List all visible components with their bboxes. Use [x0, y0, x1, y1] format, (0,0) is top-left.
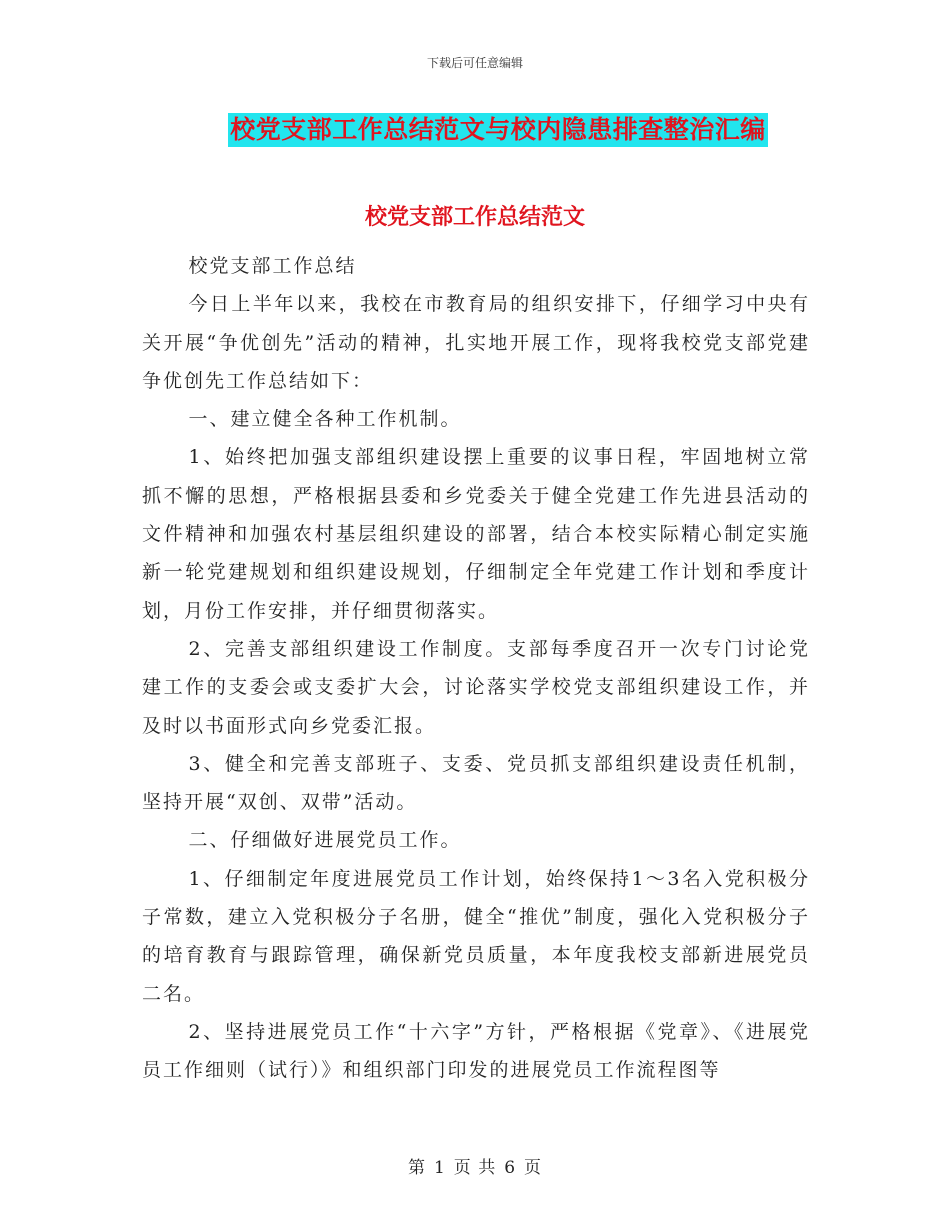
paragraph: 3、健全和完善支部班子、支委、党员抓支部组织建设责任机制，坚持开展“双创、双带”活动。 — [142, 752, 810, 814]
footer-middle: 页 共 — [453, 1158, 497, 1178]
paragraph: 2、完善支部组织建设工作制度。支部每季度召开一次专门讨论党建工作的支委会或支委扩大会，讨论落实学校党支部组织建设工作，并及时以书面形式向乡党委汇报。 — [142, 637, 810, 737]
main-title: 校党支部工作总结范文与校内隐患排查整治汇编 — [228, 113, 768, 147]
body-text — [142, 247, 810, 1090]
paragraph: 校党支部工作总结 — [188, 255, 357, 277]
paragraph: 一、建立健全各种工作机制。 — [188, 408, 462, 431]
main-title-wrap — [0, 113, 950, 147]
header-note: 下载后可任意编辑 — [426, 56, 523, 70]
paragraph: 二、仔细做好进展党员工作。 — [188, 829, 462, 852]
footer-total-pages: 6 — [504, 1158, 517, 1178]
footer-suffix: 页 — [524, 1158, 543, 1178]
paragraph: 今日上半年以来，我校在市教育局的组织安排下，仔细学习中央有关开展“争优创先”活动的精神，扎实地开展工作，现将我校党支部党建争优创先工作总结如下： — [142, 293, 810, 392]
footer-prefix: 第 — [407, 1158, 426, 1178]
paragraph: 1、始终把加强支部组织建设摆上重要的议事日程，牢固地树立常抓不懈的思想，严格根据县委和乡党委关于健全党建工作先进县活动的文件精神和加强农村基层组织建设的部署，结合本校实际精心制定实施新一轮党建规划和组织建设规划，仔细制定全年党建工作计划和季度计划，月份工作安排，并仔细贯彻落实。 — [142, 446, 810, 622]
footer-page-number: 1 — [433, 1158, 446, 1178]
paragraph: 1、仔细制定年度进展党员工作计划，始终保持1～3名入党积极分子常数，建立入党积极分子名册，健全“推优”制度，强化入党积极分子的培育教育与跟踪管理，确保新党员质量，本年度我校支部新进展党员二名。 — [142, 867, 810, 1005]
page-footer — [0, 1153, 950, 1178]
paragraph: 2、坚持进展党员工作“十六字”方针，严格根据《党章》、《进展党员工作细则（试行）》和组织部门印发的进展党员工作流程图等 — [142, 1020, 810, 1082]
section-title: 校党支部工作总结范文 — [364, 204, 585, 230]
